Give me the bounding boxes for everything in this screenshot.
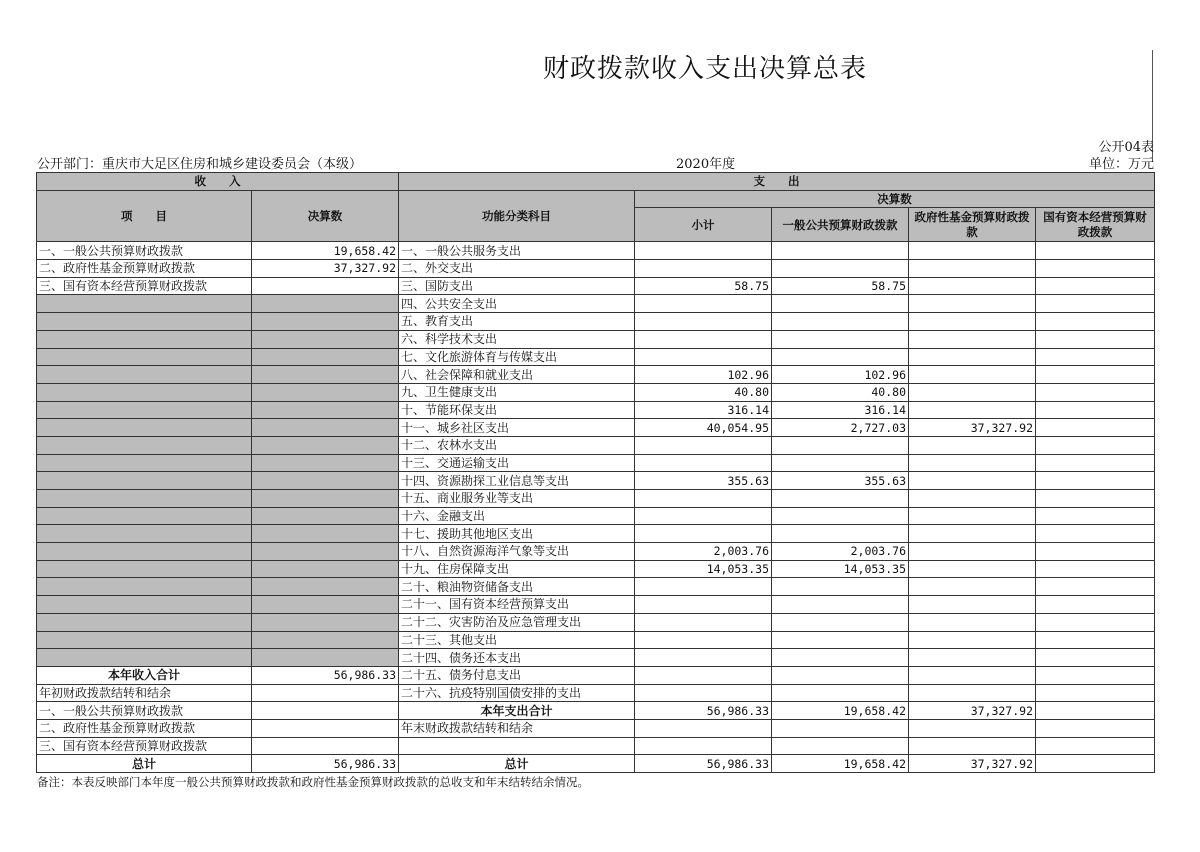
subtotal-cell: 355.63 <box>635 472 772 490</box>
fund-budget-cell <box>909 649 1036 667</box>
income-item-cell <box>37 330 252 348</box>
state-capital-cell <box>1036 330 1155 348</box>
expense-item-cell: 五、教育支出 <box>399 313 635 331</box>
subtotal-cell <box>635 242 772 260</box>
expense-item-cell: 十三、交通运输支出 <box>399 454 635 472</box>
income-amount-cell <box>252 436 399 454</box>
expense-item-cell: 二十三、其他支出 <box>399 631 635 649</box>
general-budget-cell <box>772 525 909 543</box>
table-row <box>37 525 1155 543</box>
general-budget-cell <box>772 737 909 755</box>
subtotal-cell: 40,054.95 <box>635 419 772 437</box>
expense-item-cell: 十一、城乡社区支出 <box>399 419 635 437</box>
general-budget-cell <box>772 666 909 684</box>
general-budget-cell: 40.80 <box>772 383 909 401</box>
expense-item-cell: 二十四、债务还本支出 <box>399 649 635 667</box>
state-capital-cell <box>1036 702 1155 720</box>
subtotal-cell <box>635 649 772 667</box>
general-budget-cell: 2,003.76 <box>772 543 909 561</box>
income-item-cell <box>37 631 252 649</box>
fund-budget-cell: 37,327.92 <box>909 755 1036 773</box>
fund-budget-cell <box>909 666 1036 684</box>
state-capital-cell <box>1036 348 1155 366</box>
fund-budget-cell <box>909 684 1036 702</box>
fund-budget-cell <box>909 277 1036 295</box>
income-amount-cell <box>252 596 399 614</box>
state-capital-cell <box>1036 295 1155 313</box>
general-budget-cell <box>772 242 909 260</box>
state-capital-cell <box>1036 596 1155 614</box>
state-capital-cell <box>1036 242 1155 260</box>
expense-item-cell: 二十、粮油物资储备支出 <box>399 578 635 596</box>
subtotal-cell: 316.14 <box>635 401 772 419</box>
subtotal-cell <box>635 666 772 684</box>
table-row <box>37 490 1155 508</box>
table-row <box>37 436 1155 454</box>
income-item-cell <box>37 613 252 631</box>
income-amount-cell <box>252 454 399 472</box>
income-item-cell <box>37 649 252 667</box>
income-item-cell: 三、国有资本经营预算财政拨款 <box>37 277 252 295</box>
fund-budget-cell <box>909 366 1036 384</box>
fund-budget-cell <box>909 613 1036 631</box>
subtotal-cell: 102.96 <box>635 366 772 384</box>
income-item-cell: 一、一般公共预算财政拨款 <box>37 702 252 720</box>
table-row <box>37 578 1155 596</box>
table-row <box>37 719 1155 737</box>
income-item-cell <box>37 472 252 490</box>
table-row <box>37 560 1155 578</box>
fund-budget-cell: 37,327.92 <box>909 419 1036 437</box>
fund-budget-cell <box>909 454 1036 472</box>
state-capital-cell <box>1036 472 1155 490</box>
state-capital-cell <box>1036 578 1155 596</box>
expense-item-cell: 一、一般公共服务支出 <box>399 242 635 260</box>
state-capital-header: 国有资本经营预算财政拨款 <box>1036 208 1155 242</box>
income-amount-cell <box>252 578 399 596</box>
fund-budget-cell <box>909 578 1036 596</box>
table-row <box>37 649 1155 667</box>
income-item-cell <box>37 401 252 419</box>
subtotal-cell <box>635 490 772 508</box>
department-label: 公开部门：重庆市大足区住房和城乡建设委员会（本级） <box>37 157 363 172</box>
subtotal-cell <box>635 330 772 348</box>
state-capital-cell <box>1036 560 1155 578</box>
subtotal-cell: 56,986.33 <box>635 755 772 773</box>
fund-budget-cell <box>909 490 1036 508</box>
state-capital-cell <box>1036 436 1155 454</box>
header-row-2 <box>37 190 1155 208</box>
state-capital-cell <box>1036 277 1155 295</box>
general-budget-cell <box>772 436 909 454</box>
income-amount-cell <box>252 649 399 667</box>
general-budget-cell <box>772 507 909 525</box>
state-capital-cell <box>1036 383 1155 401</box>
income-amount-cell: 56,986.33 <box>252 755 399 773</box>
subtotal-cell <box>635 348 772 366</box>
form-number: 公开04表 <box>1098 140 1154 155</box>
general-budget-cell: 14,053.35 <box>772 560 909 578</box>
income-amount-cell <box>252 490 399 508</box>
subtotal-cell <box>635 596 772 614</box>
income-item-cell <box>37 295 252 313</box>
subtotal-header: 小计 <box>635 208 772 242</box>
table-row <box>37 348 1155 366</box>
fund-budget-cell <box>909 313 1036 331</box>
income-amount-cell <box>252 631 399 649</box>
income-item-cell <box>37 525 252 543</box>
fund-budget-cell <box>909 348 1036 366</box>
expense-item-cell: 二十一、国有资本经营预算支出 <box>399 596 635 614</box>
fund-budget-cell: 37,327.92 <box>909 702 1036 720</box>
income-item-cell <box>37 436 252 454</box>
state-capital-cell <box>1036 613 1155 631</box>
income-item-cell: 二、政府性基金预算财政拨款 <box>37 719 252 737</box>
income-amount-cell <box>252 507 399 525</box>
subtotal-cell <box>635 507 772 525</box>
final-amount-header: 决算数 <box>635 190 1155 208</box>
income-item-cell <box>37 578 252 596</box>
state-capital-cell <box>1036 666 1155 684</box>
general-budget-cell <box>772 596 909 614</box>
subtotal-cell <box>635 684 772 702</box>
state-capital-cell <box>1036 260 1155 278</box>
income-amount-cell <box>252 295 399 313</box>
subtotal-cell: 40.80 <box>635 383 772 401</box>
income-item-cell <box>37 454 252 472</box>
fund-budget-cell <box>909 525 1036 543</box>
table-row <box>37 666 1155 684</box>
general-budget-cell <box>772 260 909 278</box>
income-item-cell: 总计 <box>37 755 252 773</box>
income-amount-cell: 56,986.33 <box>252 666 399 684</box>
income-item-cell <box>37 543 252 561</box>
report-table <box>36 172 1155 773</box>
subtotal-cell: 14,053.35 <box>635 560 772 578</box>
expense-item-cell: 十二、农林水支出 <box>399 436 635 454</box>
fund-budget-header: 政府性基金预算财政拨款 <box>909 208 1036 242</box>
income-amount-cell <box>252 401 399 419</box>
subtotal-cell <box>635 719 772 737</box>
subtotal-cell <box>635 631 772 649</box>
income-amount-cell <box>252 383 399 401</box>
income-amount-cell <box>252 313 399 331</box>
expense-item-cell: 二十五、债务付息支出 <box>399 666 635 684</box>
subtotal-cell <box>635 525 772 543</box>
general-budget-cell: 19,658.42 <box>772 702 909 720</box>
subtotal-cell <box>635 454 772 472</box>
general-budget-header: 一般公共预算财政拨款 <box>772 208 909 242</box>
general-budget-cell <box>772 348 909 366</box>
table-row <box>37 755 1155 773</box>
income-item-cell: 二、政府性基金预算财政拨款 <box>37 260 252 278</box>
expense-item-cell: 十、节能环保支出 <box>399 401 635 419</box>
fund-budget-cell <box>909 260 1036 278</box>
income-item-cell <box>37 560 252 578</box>
income-amount-cell <box>252 348 399 366</box>
unit-label: 单位：万元 <box>1088 157 1154 172</box>
income-amount-cell <box>252 702 399 720</box>
expense-item-cell: 六、科学技术支出 <box>399 330 635 348</box>
income-amount-cell <box>252 737 399 755</box>
income-amount-cell <box>252 719 399 737</box>
fund-budget-cell <box>909 596 1036 614</box>
general-budget-cell: 19,658.42 <box>772 755 909 773</box>
table-row <box>37 543 1155 561</box>
general-budget-cell <box>772 613 909 631</box>
table-row <box>37 277 1155 295</box>
item-header: 项 目 <box>37 190 252 242</box>
table-row <box>37 737 1155 755</box>
general-budget-cell: 355.63 <box>772 472 909 490</box>
general-budget-cell <box>772 578 909 596</box>
general-budget-cell <box>772 684 909 702</box>
footnote: 备注：本表反映部门本年度一般公共预算财政拨款和政府性基金预算财政拨款的总收支和年末结转结余情况。 <box>37 775 589 789</box>
table-row <box>37 631 1155 649</box>
subtotal-cell <box>635 613 772 631</box>
expense-item-cell: 二十六、抗疫特别国债安排的支出 <box>399 684 635 702</box>
expense-item-cell: 八、社会保障和就业支出 <box>399 366 635 384</box>
subtotal-cell <box>635 313 772 331</box>
fund-budget-cell <box>909 560 1036 578</box>
fund-budget-cell <box>909 330 1036 348</box>
subtotal-cell <box>635 578 772 596</box>
state-capital-cell <box>1036 507 1155 525</box>
expense-item-cell: 总计 <box>399 755 635 773</box>
table-row <box>37 596 1155 614</box>
expense-item-cell: 年末财政拨款结转和结余 <box>399 719 635 737</box>
table-row <box>37 330 1155 348</box>
general-budget-cell: 2,727.03 <box>772 419 909 437</box>
expense-item-cell: 三、国防支出 <box>399 277 635 295</box>
state-capital-cell <box>1036 737 1155 755</box>
expense-item-cell: 十四、资源勘探工业信息等支出 <box>399 472 635 490</box>
income-amount-cell <box>252 330 399 348</box>
table-row <box>37 613 1155 631</box>
expense-item-cell: 十七、援助其他地区支出 <box>399 525 635 543</box>
table-row <box>37 383 1155 401</box>
income-amount-cell <box>252 543 399 561</box>
income-amount-cell <box>252 366 399 384</box>
state-capital-cell <box>1036 490 1155 508</box>
expense-item-cell <box>399 737 635 755</box>
state-capital-cell <box>1036 419 1155 437</box>
general-budget-cell <box>772 631 909 649</box>
table-row <box>37 454 1155 472</box>
income-item-cell: 本年收入合计 <box>37 666 252 684</box>
income-item-cell: 三、国有资本经营预算财政拨款 <box>37 737 252 755</box>
expense-item-cell: 二、外交支出 <box>399 260 635 278</box>
state-capital-cell <box>1036 454 1155 472</box>
general-budget-cell: 58.75 <box>772 277 909 295</box>
general-budget-cell: 102.96 <box>772 366 909 384</box>
general-budget-cell: 316.14 <box>772 401 909 419</box>
state-capital-cell <box>1036 684 1155 702</box>
income-item-cell <box>37 490 252 508</box>
expense-item-cell: 二十二、灾害防治及应急管理支出 <box>399 613 635 631</box>
income-amount-cell <box>252 419 399 437</box>
fund-budget-cell <box>909 383 1036 401</box>
expense-item-cell: 十六、金融支出 <box>399 507 635 525</box>
income-item-cell <box>37 366 252 384</box>
subtotal-cell <box>635 436 772 454</box>
fund-budget-cell <box>909 436 1036 454</box>
state-capital-cell <box>1036 366 1155 384</box>
expense-item-cell: 四、公共安全支出 <box>399 295 635 313</box>
expense-item-cell: 十九、住房保障支出 <box>399 560 635 578</box>
general-budget-cell <box>772 490 909 508</box>
income-amount-cell <box>252 684 399 702</box>
table-row <box>37 295 1155 313</box>
state-capital-cell <box>1036 631 1155 649</box>
income-amount-cell: 37,327.92 <box>252 260 399 278</box>
income-amount-cell: 19,658.42 <box>252 242 399 260</box>
table-row <box>37 260 1155 278</box>
income-item-cell: 年初财政拨款结转和结余 <box>37 684 252 702</box>
expense-header: 支 出 <box>399 173 1155 191</box>
income-amount-cell <box>252 525 399 543</box>
income-amount-cell <box>252 613 399 631</box>
subtotal-cell <box>635 260 772 278</box>
fund-budget-cell <box>909 543 1036 561</box>
state-capital-cell <box>1036 525 1155 543</box>
general-budget-cell <box>772 649 909 667</box>
state-capital-cell <box>1036 401 1155 419</box>
income-item-cell <box>37 419 252 437</box>
state-capital-cell <box>1036 755 1155 773</box>
general-budget-cell <box>772 313 909 331</box>
fund-budget-cell <box>909 631 1036 649</box>
table-row <box>37 242 1155 260</box>
fund-budget-cell <box>909 295 1036 313</box>
expense-item-cell: 本年支出合计 <box>399 702 635 720</box>
income-item-cell <box>37 313 252 331</box>
income-item-cell: 一、一般公共预算财政拨款 <box>37 242 252 260</box>
subtotal-cell: 2,003.76 <box>635 543 772 561</box>
table-row <box>37 702 1155 720</box>
state-capital-cell <box>1036 543 1155 561</box>
table-row <box>37 401 1155 419</box>
income-amount-cell <box>252 472 399 490</box>
table-row <box>37 313 1155 331</box>
table-row <box>37 419 1155 437</box>
income-item-cell <box>37 507 252 525</box>
expense-item-cell: 十八、自然资源海洋气象等支出 <box>399 543 635 561</box>
table-row <box>37 507 1155 525</box>
report-title: 财政拨款收入支出决算总表 <box>542 54 867 84</box>
fund-budget-cell <box>909 719 1036 737</box>
amount-header: 决算数 <box>252 190 399 242</box>
general-budget-cell <box>772 330 909 348</box>
subtotal-cell: 58.75 <box>635 277 772 295</box>
fiscal-year: 2020年度 <box>676 157 736 172</box>
subtotal-cell: 56,986.33 <box>635 702 772 720</box>
income-item-cell <box>37 596 252 614</box>
subtotal-cell <box>635 737 772 755</box>
income-amount-cell <box>252 560 399 578</box>
income-item-cell <box>37 383 252 401</box>
table-row <box>37 472 1155 490</box>
expense-item-cell: 九、卫生健康支出 <box>399 383 635 401</box>
expense-item-cell: 七、文化旅游体育与传媒支出 <box>399 348 635 366</box>
fund-budget-cell <box>909 472 1036 490</box>
general-budget-cell <box>772 454 909 472</box>
general-budget-cell <box>772 295 909 313</box>
fund-budget-cell <box>909 737 1036 755</box>
state-capital-cell <box>1036 313 1155 331</box>
fund-budget-cell <box>909 242 1036 260</box>
state-capital-cell <box>1036 649 1155 667</box>
table-row <box>37 366 1155 384</box>
table-row <box>37 684 1155 702</box>
fund-budget-cell <box>909 507 1036 525</box>
subtotal-cell <box>635 295 772 313</box>
fund-budget-cell <box>909 401 1036 419</box>
income-amount-cell <box>252 277 399 295</box>
header-row-1 <box>37 173 1155 191</box>
state-capital-cell <box>1036 719 1155 737</box>
expense-item-cell: 十五、商业服务业等支出 <box>399 490 635 508</box>
general-budget-cell <box>772 719 909 737</box>
income-item-cell <box>37 348 252 366</box>
income-header: 收 入 <box>37 173 399 191</box>
function-subject-header: 功能分类科目 <box>399 190 635 242</box>
